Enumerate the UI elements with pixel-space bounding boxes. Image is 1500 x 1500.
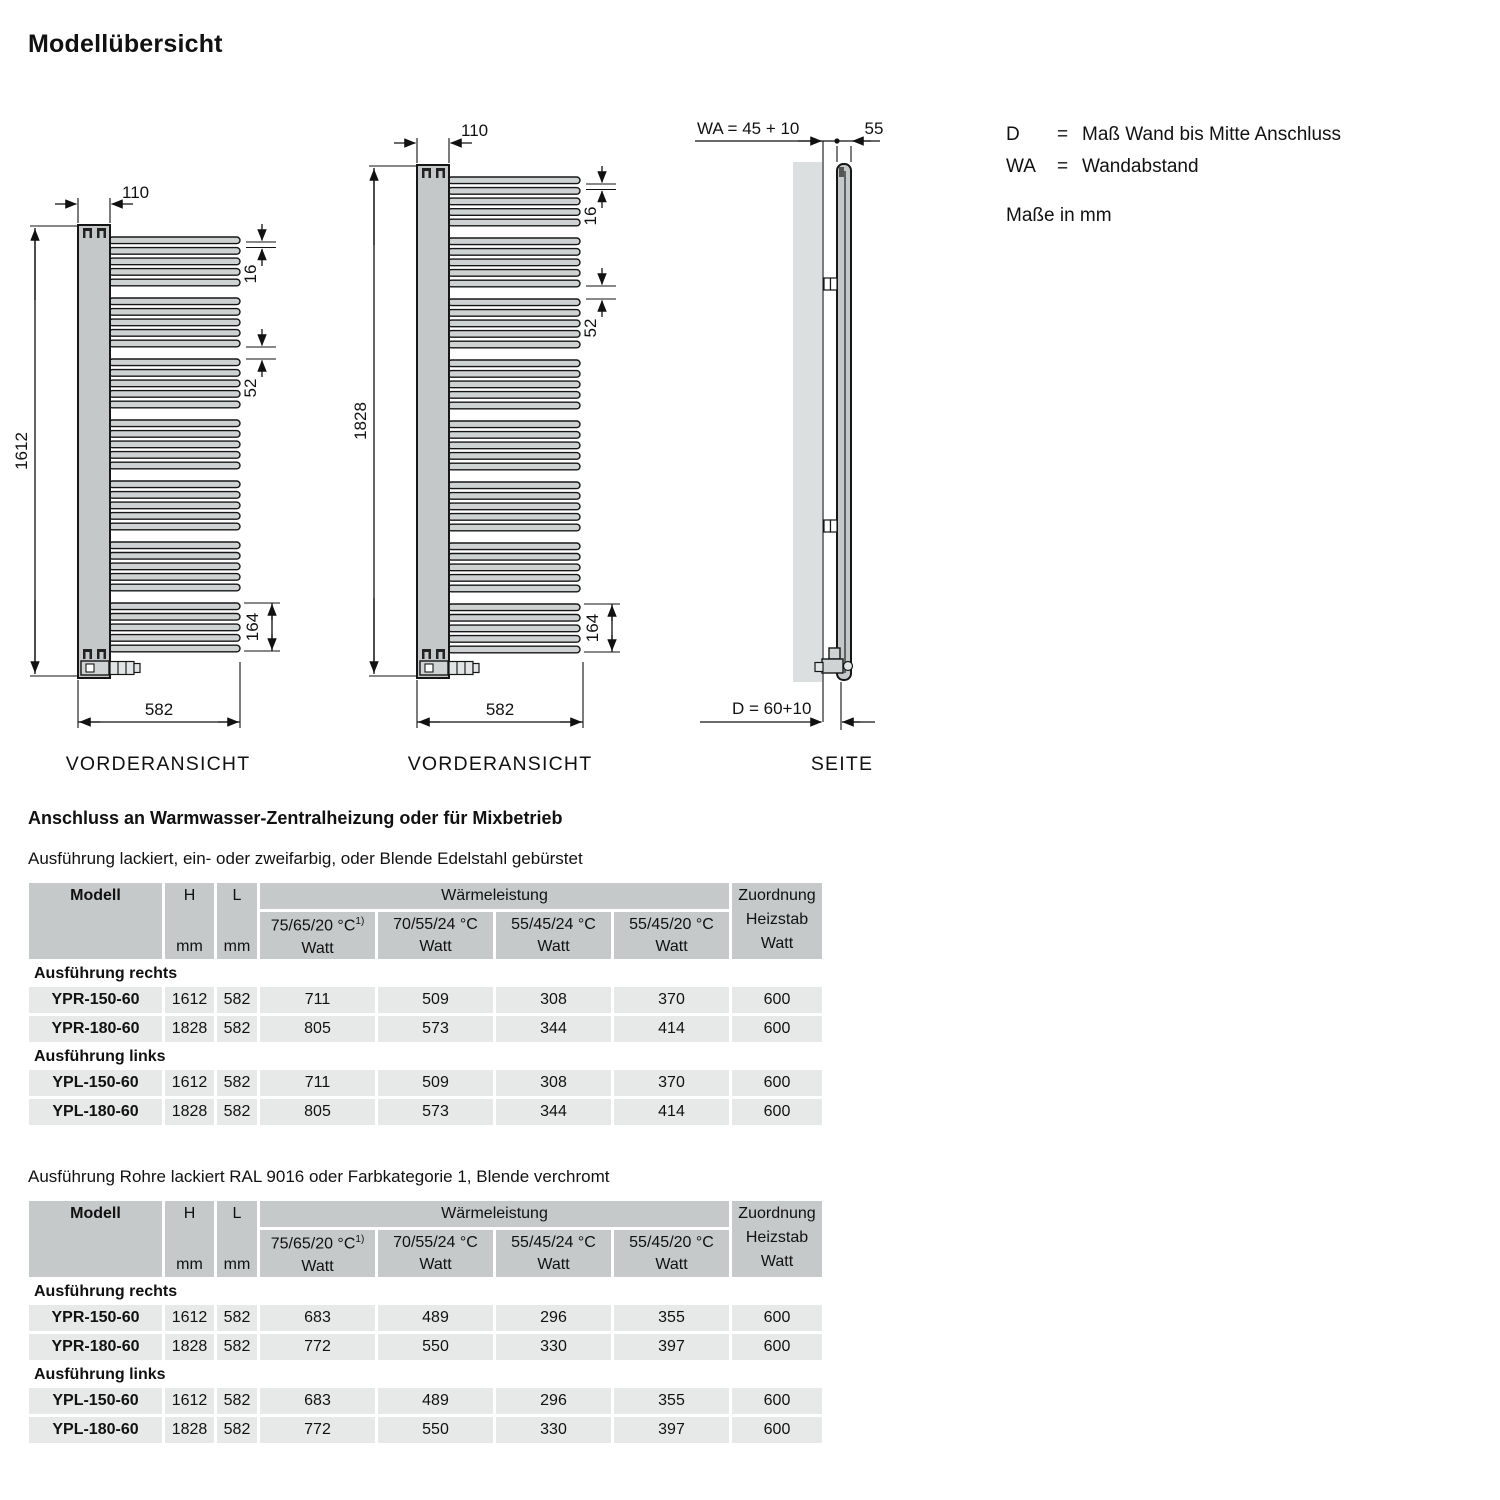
dimension-label: 110 [461, 121, 489, 140]
radiator-tube [109, 513, 240, 520]
view-label: VORDERANSICHT [407, 753, 593, 775]
table-cell: 600 [732, 1070, 822, 1096]
radiator-profile [837, 164, 851, 680]
watt-label: Watt [537, 1255, 570, 1273]
table-cell: 489 [378, 1305, 493, 1331]
table-cell: 1828 [165, 1417, 214, 1443]
table-cell: YPR-150-60 [29, 1305, 162, 1331]
table-cell: 550 [378, 1417, 493, 1443]
radiator-tube [448, 280, 580, 287]
radiator-tube [448, 270, 580, 277]
column-header-l [217, 883, 257, 959]
radiator-tube [448, 219, 580, 226]
radiator-tube [109, 603, 240, 610]
table-cell: 582 [217, 1388, 257, 1414]
column-header-heating-rod [732, 1201, 822, 1277]
table-cell: YPR-150-60 [29, 987, 162, 1013]
radiator-tube [448, 585, 580, 592]
table-cell: 683 [260, 1388, 375, 1414]
radiator-tube [448, 310, 580, 317]
radiator-tube [109, 258, 240, 265]
watt-label: Watt [419, 1255, 452, 1273]
assign-label: Heizstab [745, 1229, 809, 1246]
column-header-heat-output: Wärmeleistung [260, 1201, 729, 1227]
table-cell: 1612 [165, 1070, 214, 1096]
assign-label: Watt [760, 1253, 794, 1270]
table-cell: 805 [260, 1099, 375, 1125]
table-header [29, 1201, 822, 1277]
table-row [29, 1417, 822, 1443]
radiator-tube [109, 237, 240, 244]
legend-wa-text: Wandabstand [1082, 156, 1199, 177]
table-body [29, 963, 822, 1125]
table-cell: 600 [732, 987, 822, 1013]
radiator-tube [448, 524, 580, 531]
column-header-temp-2 [378, 912, 493, 959]
table-cell: 397 [614, 1334, 729, 1360]
dimension-label: 1828 [351, 402, 370, 440]
header-mm-label: mm [176, 1256, 203, 1273]
radiator-tube [448, 331, 580, 338]
table-cell: YPL-180-60 [29, 1417, 162, 1443]
table-cell: 805 [260, 1016, 375, 1042]
legend-wa-equals: = [1057, 156, 1069, 177]
table-cell: 397 [614, 1417, 729, 1443]
watt-label: Watt [537, 937, 570, 955]
radiator-tube [109, 553, 240, 560]
radiator-tube [448, 177, 580, 184]
legend-d-equals: = [1057, 124, 1069, 145]
radiator-tube [109, 645, 240, 652]
watt-label: Watt [301, 939, 334, 957]
watt-label: Watt [301, 1257, 334, 1275]
page-title: Modellübersicht [28, 30, 223, 58]
radiator-tube [448, 615, 580, 622]
table-cell: 1612 [165, 987, 214, 1013]
column-header-temp-4 [614, 912, 729, 959]
dimension-label: 16 [581, 206, 600, 226]
radiator-tube [448, 392, 580, 399]
dimension-label: WA = 45 + 10 [697, 119, 800, 138]
table-cell: YPL-150-60 [29, 1388, 162, 1414]
temp-label: 75/65/20 $^\circ C^{1)}$ [270, 1234, 365, 1253]
table-cell: 330 [496, 1334, 611, 1360]
column-header-h [165, 883, 214, 959]
radiator-tube [448, 543, 580, 550]
radiator-tube [448, 646, 580, 653]
temp-label: 55/45/24 °C [511, 1233, 596, 1251]
radiator-tube [109, 542, 240, 549]
column-header-temp-4 [614, 1230, 729, 1277]
radiator-tube [109, 452, 240, 459]
dimension-label: 55 [864, 119, 884, 138]
table-cell: 1612 [165, 1388, 214, 1414]
column-header-model: Modell [29, 1201, 162, 1277]
radiator-tube [448, 320, 580, 327]
table-row [29, 1016, 822, 1042]
table-cell: 711 [260, 1070, 375, 1096]
table-cell: 600 [732, 1016, 822, 1042]
temp-label: 75/65/20 $^\circ C^{1)}$ [270, 916, 365, 935]
radiator-tube [109, 319, 240, 326]
table-caption: Ausführung Rohre lackiert RAL 9016 oder Farbkategorie 1, Blende verchromt [28, 1167, 610, 1186]
table-cell: 355 [614, 1305, 729, 1331]
radiator-tube [448, 421, 580, 428]
table-caption: Ausführung lackiert, ein- oder zweifarbig, oder Blende Edelstahl gebürstet [28, 849, 583, 868]
table-cell: YPR-180-60 [29, 1334, 162, 1360]
column-header-heat-output: Wärmeleistung [260, 883, 729, 909]
radiator-tube [448, 493, 580, 500]
radiator-tube [448, 371, 580, 378]
radiator-tube [448, 402, 580, 409]
table-cell: 683 [260, 1305, 375, 1331]
column-header-l [217, 1201, 257, 1277]
radiator-tube [448, 381, 580, 388]
table-body [29, 1281, 822, 1443]
table-cell: YPL-150-60 [29, 1070, 162, 1096]
table-cell: 489 [378, 1388, 493, 1414]
watt-label: Watt [655, 1255, 688, 1273]
watt-label: Watt [419, 937, 452, 955]
dimension-label: 52 [241, 378, 260, 398]
spec-table-painted [29, 883, 822, 1125]
dimension-label: 164 [243, 612, 262, 642]
radiator-tube [109, 420, 240, 427]
header-h-label: H [183, 887, 196, 904]
column-header-h [165, 1201, 214, 1277]
radiator-tube [448, 514, 580, 521]
radiator-tube [448, 209, 580, 216]
table-section-heading: Ausführung rechts [34, 964, 178, 982]
radiator-tube [109, 309, 240, 316]
column-header-temp-1 [260, 912, 375, 959]
table-cell: 296 [496, 1388, 611, 1414]
table-cell: 600 [732, 1099, 822, 1125]
table-cell: 582 [217, 987, 257, 1013]
table-cell: 573 [378, 1016, 493, 1042]
collector-bar [417, 165, 449, 678]
table-section-heading: Ausführung links [34, 1365, 166, 1383]
table-cell: 582 [217, 1334, 257, 1360]
table-cell: 1612 [165, 1305, 214, 1331]
radiator-tube [448, 432, 580, 439]
side-view-drawing [680, 115, 920, 790]
radiator-tube [109, 391, 240, 398]
table-header [29, 883, 822, 959]
wall-bracket-icon [824, 278, 837, 532]
air-vent-icon [839, 167, 844, 177]
dimension-label: D = 60+10 [732, 699, 812, 718]
table-cell: 772 [260, 1334, 375, 1360]
legend-d-text: Maß Wand bis Mitte Anschluss [1082, 124, 1342, 145]
table-cell: 772 [260, 1417, 375, 1443]
table-row [29, 1070, 822, 1096]
radiator-tube [448, 442, 580, 449]
radiator-tube [448, 463, 580, 470]
header-l-label: L [232, 887, 242, 904]
table-cell: 550 [378, 1334, 493, 1360]
radiator-tubes [109, 237, 240, 652]
radiator-tube [109, 269, 240, 276]
radiator-tube [448, 625, 580, 632]
column-header-temp-2 [378, 1230, 493, 1277]
dimension-label: 110 [122, 183, 150, 202]
section-heading: Anschluss an Warmwasser-Zentralheizung oder für Mixbetrieb [28, 808, 563, 828]
view-label: SEITE [810, 753, 874, 775]
dimension-label: 582 [144, 700, 174, 719]
radiator-tube [448, 360, 580, 367]
table-cell: 308 [496, 1070, 611, 1096]
dimension-label: 1612 [12, 432, 31, 470]
temp-label: 55/45/20 °C [629, 915, 714, 933]
radiator-tube [109, 370, 240, 377]
table-cell: 414 [614, 1016, 729, 1042]
radiator-tube [109, 298, 240, 305]
table-cell: 330 [496, 1417, 611, 1443]
table-cell: 308 [496, 987, 611, 1013]
radiator-tube [109, 492, 240, 499]
table-cell: 600 [732, 1417, 822, 1443]
radiator-tube [109, 431, 240, 438]
table-row [29, 1388, 822, 1414]
table-cell: 1828 [165, 1099, 214, 1125]
table-cell: 1828 [165, 1334, 214, 1360]
radiator-tube [109, 330, 240, 337]
radiator-tube [109, 635, 240, 642]
table-cell: 582 [217, 1099, 257, 1125]
table-row [29, 987, 822, 1013]
table-cell: 370 [614, 987, 729, 1013]
radiator-tube [109, 340, 240, 347]
legend-d-abbr: D [1006, 124, 1020, 145]
radiator-tube [109, 401, 240, 408]
column-header-temp-1 [260, 1230, 375, 1277]
view-label: VORDERANSICHT [65, 753, 251, 775]
table-cell: 1828 [165, 1016, 214, 1042]
table-cell: YPL-180-60 [29, 1099, 162, 1125]
temp-label: 55/45/20 °C [629, 1233, 714, 1251]
temp-label: 70/55/24 °C [393, 1233, 478, 1251]
radiator-tube [109, 563, 240, 570]
radiator-tube [448, 482, 580, 489]
wall [793, 162, 822, 682]
radiator-tube [109, 248, 240, 255]
column-header-temp-3 [496, 912, 611, 959]
radiator-tube [109, 624, 240, 631]
radiator-tube [448, 341, 580, 348]
header-mm-label: mm [223, 938, 251, 955]
table-cell: 370 [614, 1070, 729, 1096]
radiator-tube [448, 575, 580, 582]
assign-label: Watt [760, 935, 794, 952]
radiator-tube [109, 279, 240, 286]
collector-bar [78, 225, 110, 678]
table-cell: 582 [217, 1070, 257, 1096]
radiator-tube [109, 481, 240, 488]
table-cell: 355 [614, 1388, 729, 1414]
legend-units-note: Maße in mm [1006, 205, 1112, 226]
table-cell: YPR-180-60 [29, 1016, 162, 1042]
radiator-tube [448, 188, 580, 195]
radiator-tube [109, 584, 240, 591]
assign-label: Zuordnung [738, 887, 816, 904]
table-row [29, 1305, 822, 1331]
radiator-tube [448, 453, 580, 460]
table-cell: 600 [732, 1334, 822, 1360]
radiator-tube [109, 441, 240, 448]
column-header-heating-rod [732, 883, 822, 959]
table-section-heading: Ausführung rechts [34, 1282, 178, 1300]
dimension-label: 582 [485, 700, 515, 719]
temp-label: 55/45/24 °C [511, 915, 596, 933]
radiator-tube [448, 554, 580, 561]
table-cell: 509 [378, 987, 493, 1013]
table-cell: 600 [732, 1388, 822, 1414]
radiator-tube [109, 502, 240, 509]
dimension-label: 52 [581, 318, 600, 338]
table-row [29, 1334, 822, 1360]
assign-label: Zuordnung [738, 1205, 816, 1222]
table-cell: 582 [217, 1417, 257, 1443]
header-mm-label: mm [176, 938, 203, 955]
table-cell: 344 [496, 1099, 611, 1125]
temp-label: 70/55/24 °C [393, 915, 478, 933]
radiator-tube [109, 523, 240, 530]
radiator-tube [109, 380, 240, 387]
radiator-tube [109, 462, 240, 469]
table-cell: 711 [260, 987, 375, 1013]
table-cell: 582 [217, 1305, 257, 1331]
table-row [29, 1099, 822, 1125]
radiator-tube [448, 564, 580, 571]
table-cell: 344 [496, 1016, 611, 1042]
radiator-tube [448, 238, 580, 245]
table-cell: 582 [217, 1016, 257, 1042]
radiator-tube [448, 198, 580, 205]
column-header-temp-3 [496, 1230, 611, 1277]
radiator-tube [448, 249, 580, 256]
radiator-tube [109, 614, 240, 621]
table-cell: 509 [378, 1070, 493, 1096]
legend-wa-abbr: WA [1006, 156, 1036, 177]
radiator-tube [109, 574, 240, 581]
radiator-tube [448, 503, 580, 510]
header-l-label: L [232, 1205, 242, 1222]
assign-label: Heizstab [745, 911, 809, 928]
radiator-tube [448, 636, 580, 643]
front-view-drawing-1612 [10, 160, 310, 780]
table-cell: 600 [732, 1305, 822, 1331]
table-section-heading: Ausführung links [34, 1047, 166, 1065]
radiator-tube [448, 604, 580, 611]
header-mm-label: mm [223, 1256, 251, 1273]
table-cell: 296 [496, 1305, 611, 1331]
table-cell: 573 [378, 1099, 493, 1125]
watt-label: Watt [655, 937, 688, 955]
table-cell: 414 [614, 1099, 729, 1125]
header-h-label: H [183, 1205, 196, 1222]
spec-table-chrome [29, 1201, 822, 1443]
radiator-tube [448, 299, 580, 306]
radiator-tube [109, 359, 240, 366]
radiator-tube [448, 259, 580, 266]
dimension-label: 16 [241, 264, 260, 284]
front-view-drawing-1828 [340, 100, 650, 790]
radiator-tubes [448, 177, 580, 653]
column-header-model: Modell [29, 883, 162, 959]
dimension-label: 164 [583, 613, 602, 643]
